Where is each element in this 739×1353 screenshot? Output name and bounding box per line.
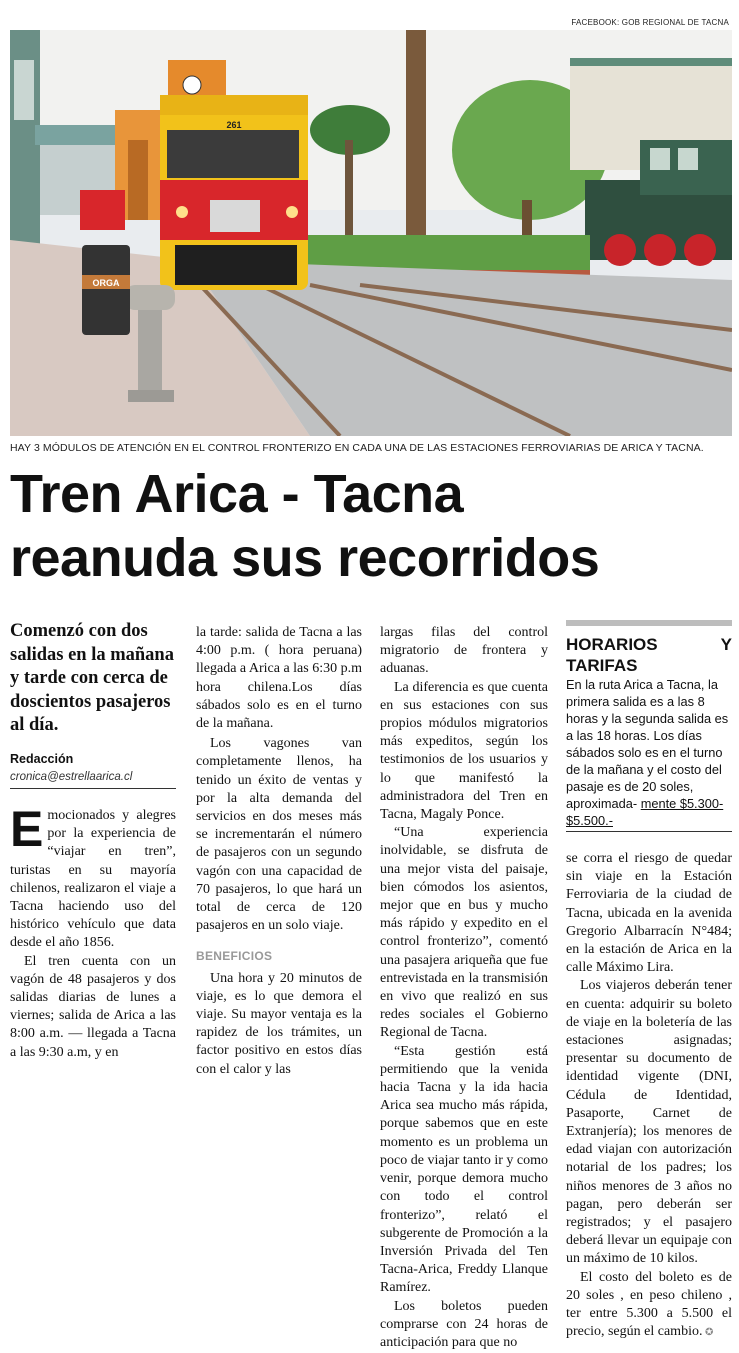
column-4 bbox=[566, 620, 732, 1342]
headline-line-2: reanuda sus recorridos bbox=[10, 528, 600, 588]
paragraph-2: El tren cuenta con un vagón de 48 pasajeros y dos salidas diarias de lunes a viernes; salida de Arica a las 8:00 a.m. — llegada a Tacna a las 9:30 a.m, y en bbox=[10, 953, 176, 1060]
train-station-photo bbox=[10, 30, 732, 436]
paragraph-8: “Una experiencia inolvidable, se disfruta de una mejor vista del paisaje, bien cómodos los asientos, mejor que en bus y mucho más rápido y expedito en el control fronterizo”, comentó una pasajera ariqueña que fue entrevistada en la transmisión en vivo que realizó en sus redes sociales el Gobierno Regional de Tacna. bbox=[380, 825, 548, 1041]
drop-cap: E bbox=[10, 800, 44, 857]
headline-line-1: Tren Arica - Tacna bbox=[10, 464, 464, 524]
paragraph-5: Una hora y 20 minutos de viaje, es lo que demora el viaje. Su mayor ventaja es la rapidez de los trámites, un factor positivo en estos días con el calor y las bbox=[196, 970, 362, 1077]
loco-number-label: 261 bbox=[226, 120, 242, 130]
photo-credit: FACEBOOK: GOB REGIONAL DE TACNA bbox=[571, 18, 729, 27]
paragraph-13 bbox=[566, 1269, 732, 1343]
column-3 bbox=[380, 624, 548, 1352]
paragraph-6: largas filas del control migratorio de frontera y aduanas. bbox=[380, 625, 548, 677]
column-1 bbox=[10, 620, 176, 1062]
sidebar-title: HORARIOS Y TARIFAS bbox=[566, 635, 732, 675]
sidebar-horarios-tarifas bbox=[566, 620, 732, 832]
column-4-body bbox=[566, 850, 732, 1342]
sidebar-price: mente $5.300- $5.500.- bbox=[566, 796, 724, 828]
headline bbox=[10, 462, 732, 590]
paragraph-9: “Esta gestión está permitiendo que la venida hacia Tacna y la ida hacia Arica sea mucho más rápida, porque sabemos que en este momento es un problema un poco de viajar tanto ir y como venir, porque demora mucho con todo el control fronterizo”, relató el subgerente de Promoción a la Inversión Privada del Ten Tacna-Arica, Freddy Llanque Ramírez. bbox=[380, 1043, 548, 1296]
deck: Comenzó con dos salidas en la mañana y tarde con cerca de doscientos pasajeros al día. bbox=[10, 621, 174, 735]
paragraph-13-text: El costo del boleto es de 20 soles , en peso chileno , ter entre 5.300 a 5.500 el precio, según el cambio. bbox=[566, 1269, 732, 1340]
paragraph-4: Los vagones van completamente llenos, ha tenido un éxito de ventas y por la alta demanda del servicios en dos meses más se incrementarán el número de pasajeros con un segundo vagón con una capacidad de 70 pasajeros, lo que hará un total de cerca de 120 pasajeros en un solo viaje. bbox=[196, 736, 362, 934]
paragraph-1 bbox=[10, 800, 176, 953]
subhead-beneficios: BENEFICIOS bbox=[196, 949, 273, 964]
paragraph-1-text: mocionados y alegres por la experiencia de “viajar en tren”, turistas en su mayoría chilenos, realizaron el viaje a Tacna haciendo uso del histórico vehículo que data desde el año 1856. bbox=[10, 807, 176, 951]
paragraph-3: la tarde: salida de Tacna a las 4:00 p.m. ( hora peruana) llegada a Arica a las 6:30 p.m hora chilena.Los días sábados solo es en el turno de la mañana. bbox=[196, 625, 362, 732]
paragraph-7: La diferencia es que cuenta en sus estaciones con sus propios módulos migratorios más expeditos, según los testimonios de los usuarios y lo que manifestó la administradora del Tren en Tacna, Magaly Ponce. bbox=[380, 679, 548, 823]
paragraph-10: Los boletos pueden comprarse con 24 horas de anticipación para que no bbox=[380, 1298, 548, 1350]
bin-label: ORGA bbox=[92, 278, 120, 288]
sidebar-text-main: En la ruta Arica a Tacna, la primera salida es a las 8 horas y la segunda salida es a las 18 horas. Los días sábados solo es en el turno de la mañana y el costo del pasaje es de 20 soles, aproximada- bbox=[566, 677, 729, 811]
paragraph-12: Los viajeros deberán tener en cuenta: adquirir su boleto de viaje en la boletería de las estaciones asignadas; presentar su documento de identidad vigente (DNI, Cédula de Identidad, Pasaporte, Carnet de Extranjería); los menores de edad viajan con autorización notarial de los padres; los niños menores de 3 años no pagan, pero deberán ser registrados; y el pasajero deberá llevar un equipaje con un máximo de 10 kilos. bbox=[566, 978, 732, 1267]
byline-author: Redacción bbox=[10, 751, 74, 766]
byline-email: cronica@estrellaarica.cl bbox=[10, 768, 176, 789]
end-mark-icon: ✪ bbox=[702, 1327, 714, 1339]
photo-caption: HAY 3 MÓDULOS DE ATENCIÓN EN EL CONTROL FRONTERIZO EN CADA UNA DE LAS ESTACIONES FERROVIARIAS DE ARICA Y TACNA. bbox=[10, 442, 704, 454]
sidebar-text bbox=[566, 676, 732, 829]
paragraph-11: se corra el riesgo de quedar sin viaje en la Estación Ferroviaria de la ciudad de Tacna, ubicada en la avenida Gregorio Albarracín N°484; en la estación de Arica en la calle Máximo Lira. bbox=[566, 851, 732, 976]
column-2 bbox=[196, 624, 362, 1079]
